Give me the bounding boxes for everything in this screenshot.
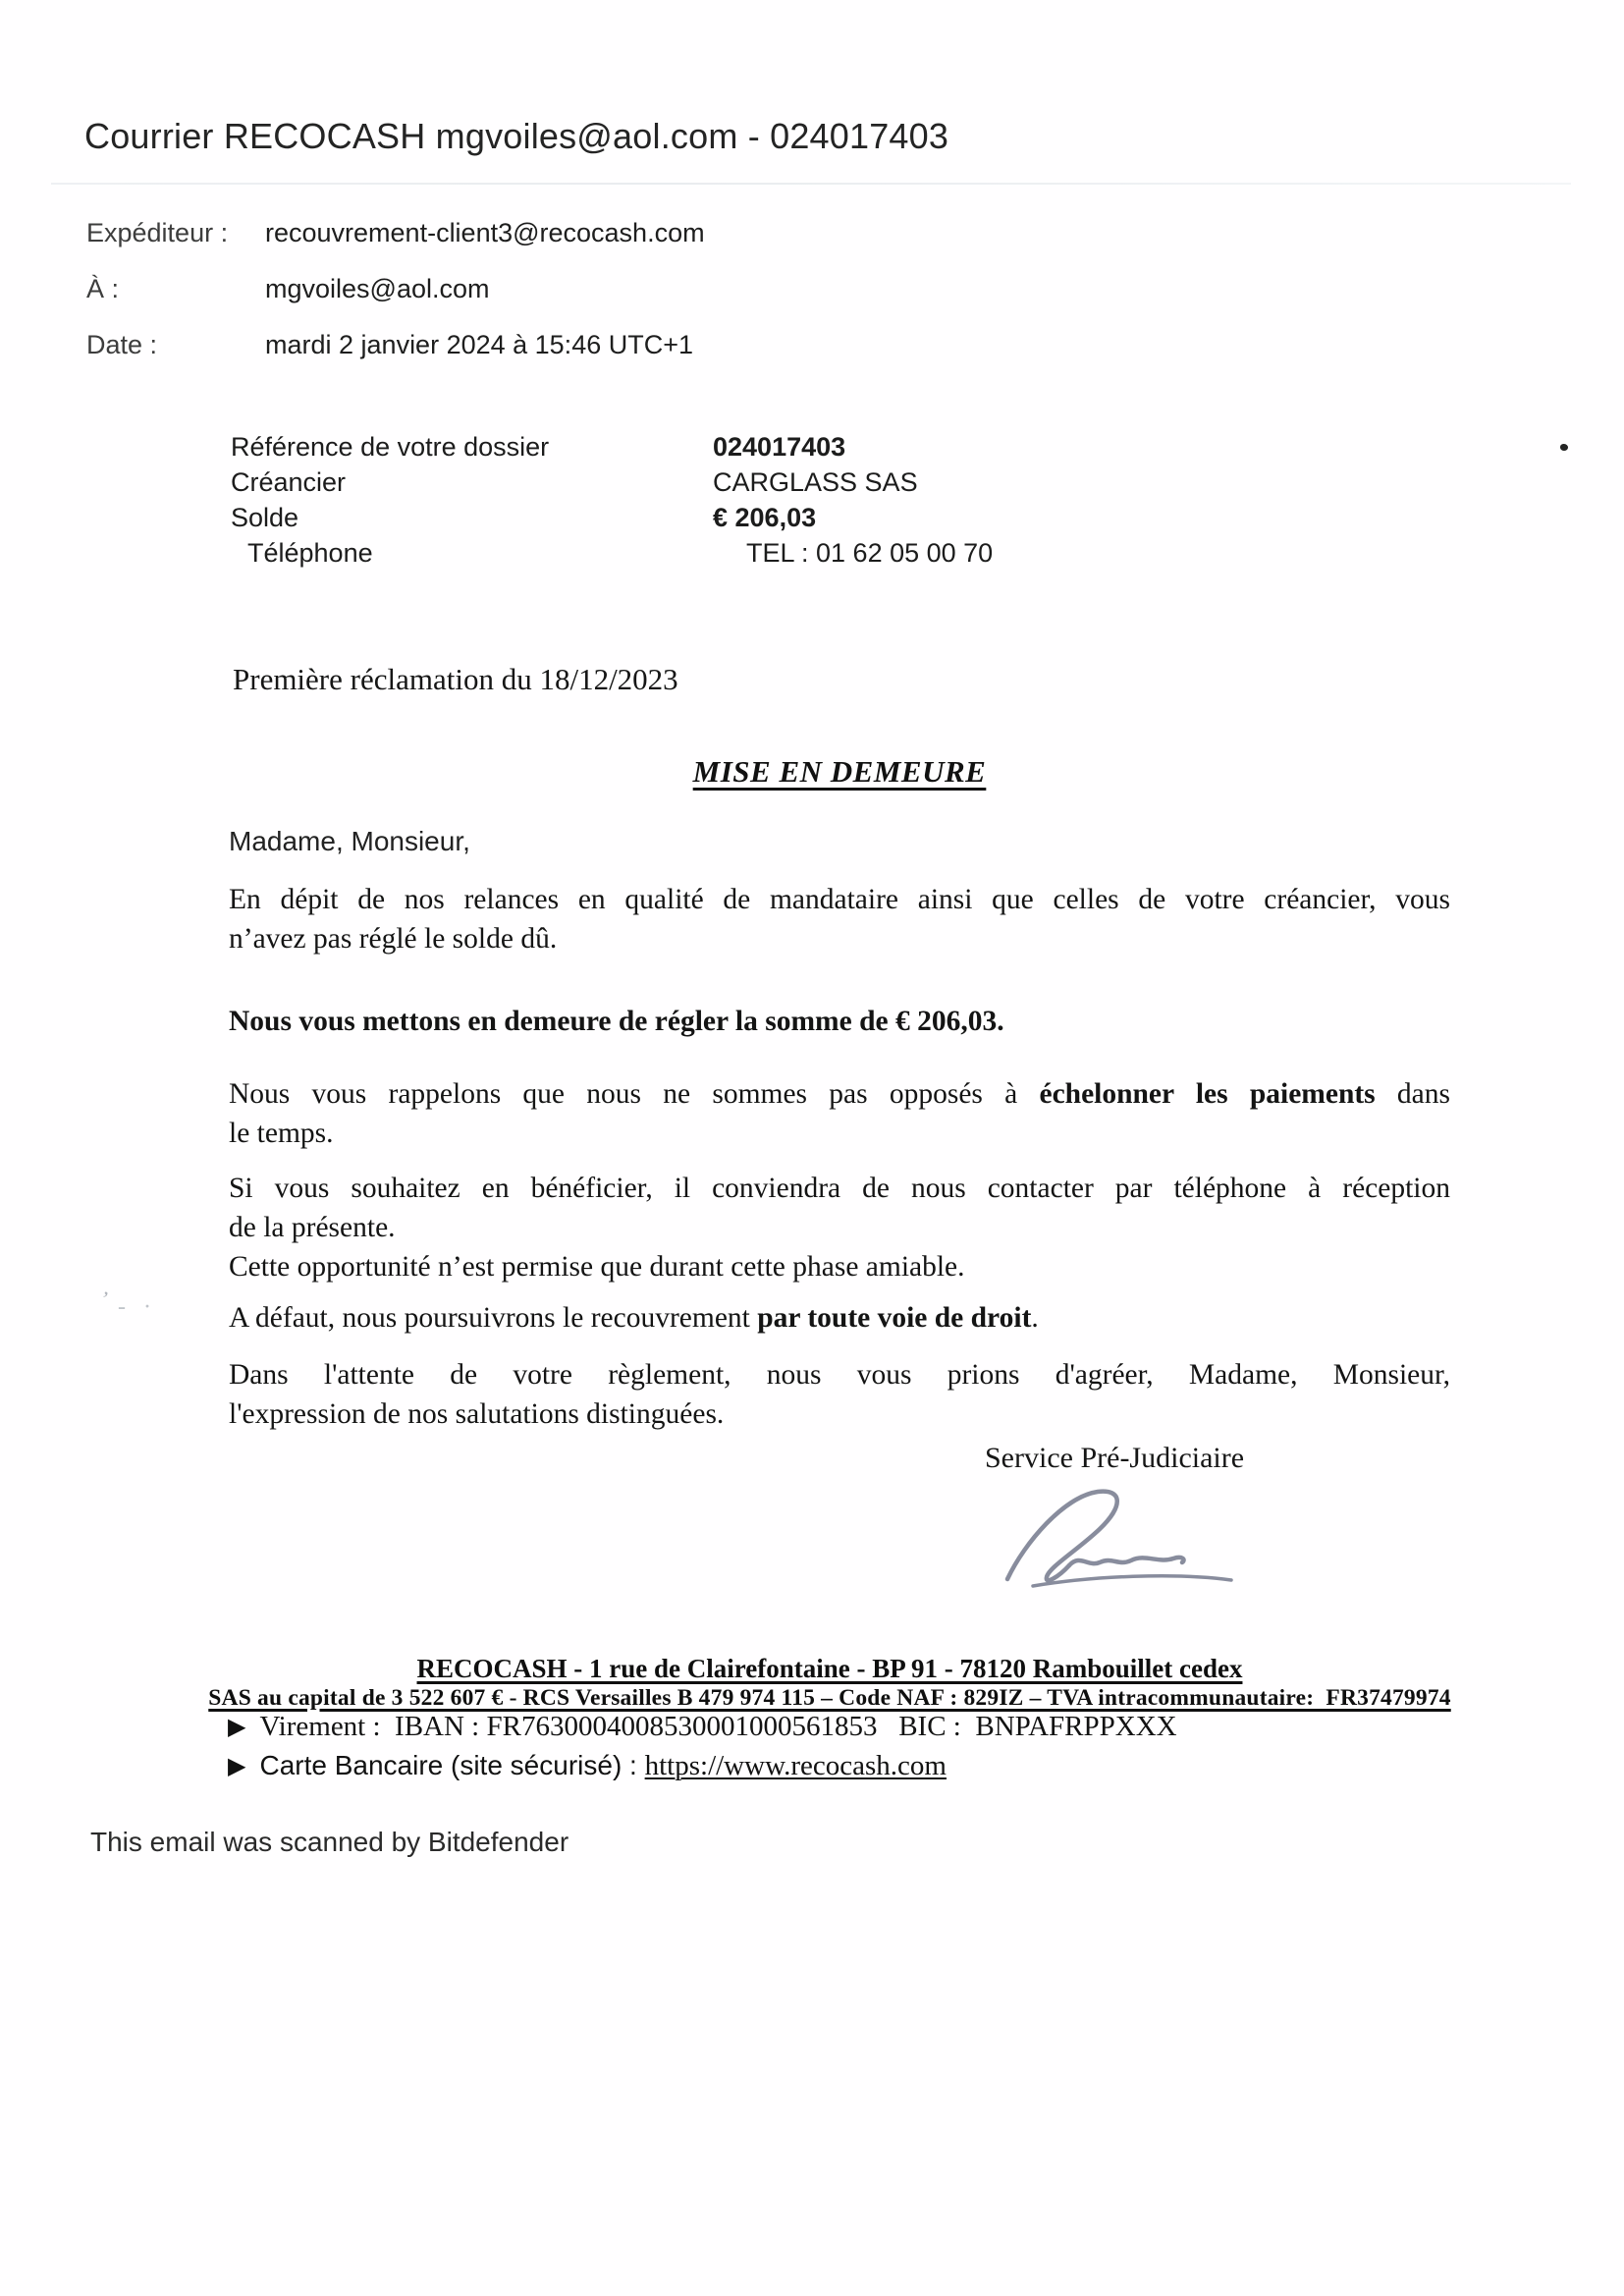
ref-row-dossier: [231, 429, 1311, 465]
paragraph-echelonner: [229, 1074, 1450, 1153]
date-label: Date :: [86, 330, 158, 359]
triangle-bullet-icon: ▶: [228, 1752, 246, 1779]
letter-line: Cette opportunité n’est permise que durant cette phase amiable.: [229, 1251, 965, 1283]
expediteur-label: Expéditeur :: [86, 218, 229, 247]
paragraph-attente: [229, 1355, 1450, 1434]
letter-line: Dans l'attente de votre règlement, nous vous prions d'agréer, Madame, Monsieur,: [229, 1359, 1450, 1391]
ref-row-solde: [231, 500, 1311, 535]
paragraph-relances: [229, 880, 1450, 958]
expediteur-value: recouvrement-client3@recocash.com: [265, 218, 705, 247]
paragraph-defaut: [229, 1298, 1450, 1338]
carte-text: Carte Bancaire (site sécurisé) :: [259, 1750, 645, 1780]
ref-telephone-value: TEL : 01 62 05 00 70: [746, 538, 994, 568]
signature-scribble-icon: [974, 1485, 1269, 1595]
ref-creancier-label: Créancier: [231, 467, 347, 497]
bitdefender-scan-note: This email was scanned by Bitdefender: [90, 1827, 569, 1857]
paragraph-beneficier: [229, 1169, 1450, 1286]
footer-address-line: RECOCASH - 1 rue de Clairefontaine - BP 91 - 78120 Rambouillet cedex: [416, 1654, 1243, 1683]
header-row-date: [86, 330, 1166, 369]
scan-artifact-mark: - ·: [118, 1294, 157, 1320]
date-value: mardi 2 janvier 2024 à 15:46 UTC+1: [265, 330, 693, 359]
ref-solde-label: Solde: [231, 503, 299, 532]
recocash-link[interactable]: https://www.recocash.com: [644, 1750, 947, 1781]
ref-solde-value: € 206,03: [713, 503, 817, 532]
ref-telephone-label: Téléphone: [247, 538, 373, 568]
salutation: Madame, Monsieur,: [229, 826, 470, 856]
payment-option-carte: [228, 1750, 947, 1782]
paragraph-mise-en-demeure: [229, 1002, 1450, 1041]
letter-line: de la présente.: [229, 1212, 396, 1243]
ref-row-creancier: [231, 465, 1311, 500]
letter-line: Si vous souhaitez en bénéficier, il conviendra de nous contacter par téléphone à réception: [229, 1173, 1450, 1204]
mise-en-demeure-heading: MISE EN DEMEURE: [692, 754, 987, 789]
letter-line: A défaut, nous poursuivrons le recouvrement par toute voie de droit.: [229, 1302, 1039, 1334]
footer-legal-line: SAS au capital de 3 522 607 € - RCS Versailles B 479 974 115 – Code NAF : 829IZ – TVA intracommunautaire: FR37479974: [208, 1685, 1451, 1711]
to-value: mgvoiles@aol.com: [265, 274, 490, 303]
ref-dossier-value: 024017403: [713, 432, 846, 462]
payment-option-virement: [228, 1711, 1177, 1743]
signoff-service: Service Pré-Judiciaire: [985, 1442, 1245, 1474]
virement-text: Virement : IBAN : FR7630004008530001000561853 BIC : BNPAFRPPXXX: [259, 1711, 1177, 1742]
header-row-expediteur: [86, 218, 1166, 257]
dossier-reference-block: [231, 429, 1311, 571]
signature: [974, 1485, 1269, 1595]
title-divider: [51, 183, 1571, 185]
ref-creancier-value: CARGLASS SAS: [713, 467, 918, 497]
ref-dossier-label: Référence de votre dossier: [231, 432, 550, 462]
letter-line: En dépit de nos relances en qualité de mandataire ainsi que celles de votre créancier, vous: [229, 884, 1450, 915]
letter-line: l'expression de nos salutations distinguées.: [229, 1398, 725, 1430]
triangle-bullet-icon: ▶: [228, 1713, 246, 1740]
letter-line: le temps.: [229, 1118, 334, 1149]
letter-line: Nous vous rappelons que nous ne sommes pas opposés à échelonner les paiements dans: [229, 1078, 1450, 1110]
letter-line: n’avez pas réglé le solde dû.: [229, 923, 558, 955]
letter-line: Nous vous mettons en demeure de régler la somme de € 206,03.: [229, 1006, 1004, 1037]
scan-artifact-dot: [1560, 444, 1568, 451]
header-row-to: [86, 274, 1166, 313]
to-label: À :: [86, 274, 120, 303]
page-title: Courrier RECOCASH mgvoiles@aol.com - 024017403: [84, 116, 949, 156]
claim-date-line: Première réclamation du 18/12/2023: [233, 662, 678, 696]
scan-artifact-mark: ’: [98, 1285, 111, 1312]
ref-row-telephone: [231, 535, 1311, 571]
